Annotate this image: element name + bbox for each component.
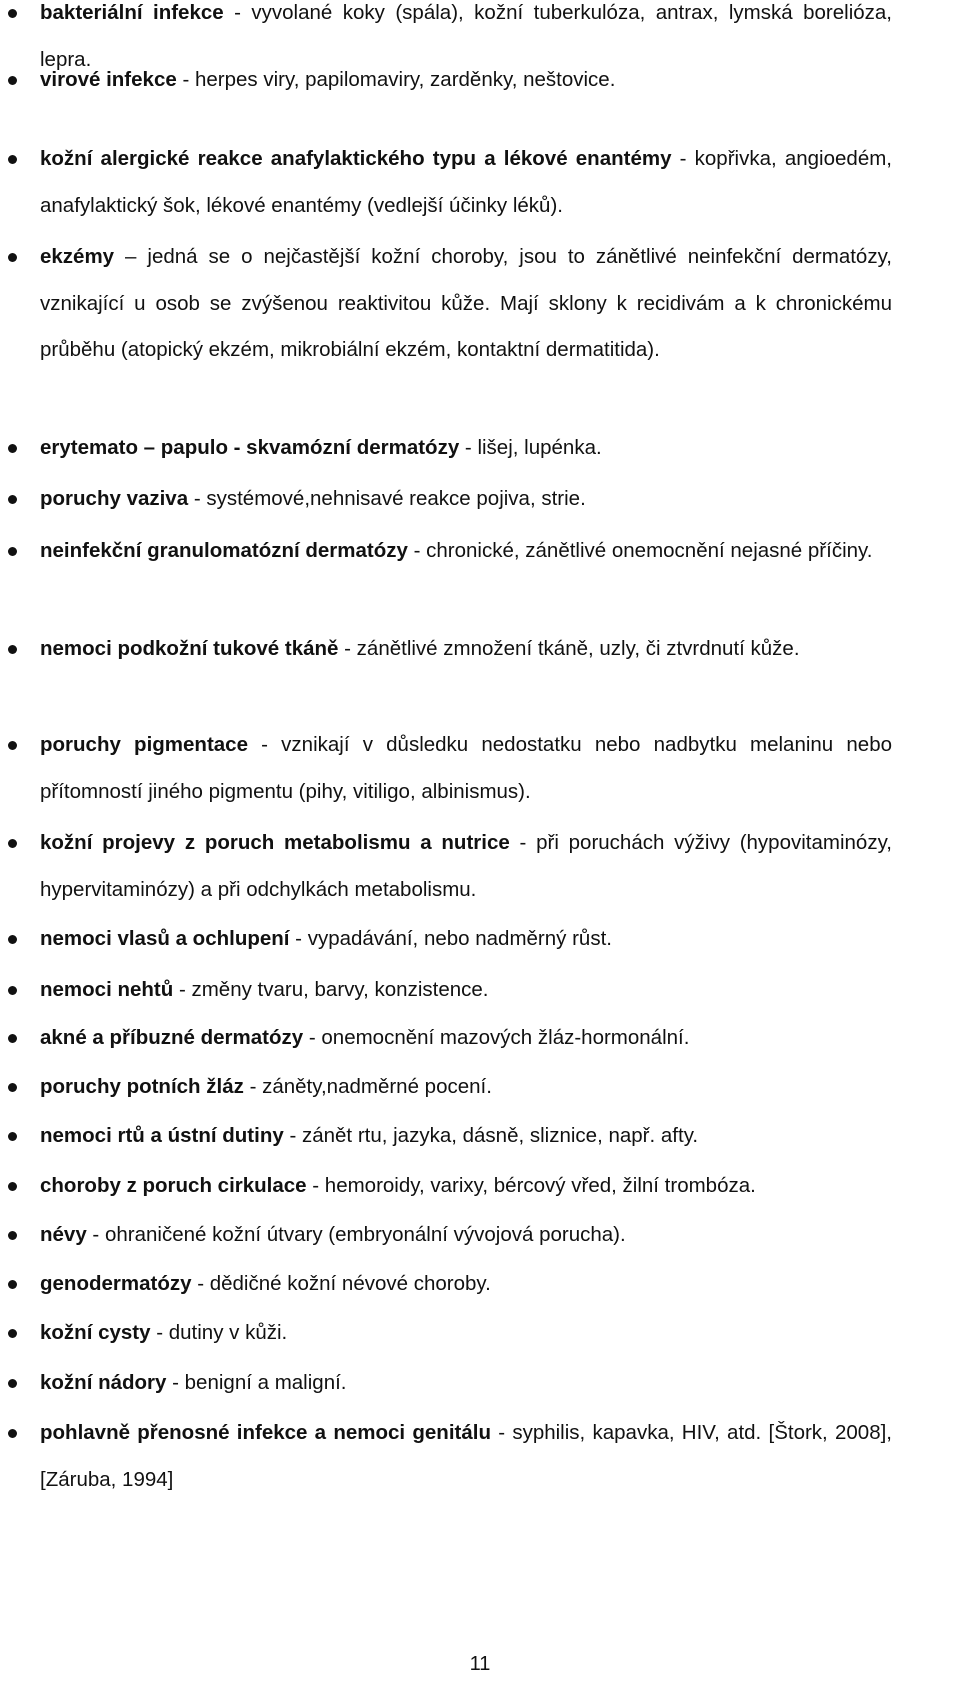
list-item xyxy=(40,820,892,913)
item-description: chronické, zánětlivé onemocnění nejasné příčiny. xyxy=(426,539,873,562)
item-separator: - xyxy=(407,539,427,562)
item-description: záněty,nadměrné pocení. xyxy=(262,1075,492,1098)
list-item xyxy=(40,967,892,1014)
item-term: névy xyxy=(40,1223,87,1246)
item-separator: - xyxy=(176,68,195,91)
item-term: neinfekční granulomatózní dermatózy xyxy=(40,539,408,562)
item-description: vznikají v důsledku nedostatku nebo nadbytku melaninu nebo přítomností jiného pigmentu (pihy, vitiligo, albinismus). xyxy=(40,733,892,803)
list-item xyxy=(40,476,892,523)
list-item xyxy=(40,1360,892,1407)
item-term: kožní alergické reakce anafylaktického typu a lékové enantémy xyxy=(40,147,672,170)
item-description: dutiny v kůži. xyxy=(168,1321,288,1344)
bullet-icon xyxy=(8,1034,17,1043)
bullet-icon xyxy=(8,547,17,556)
list-item xyxy=(40,136,892,229)
item-separator: - xyxy=(289,927,308,950)
item-term: nemoci vlasů a ochlupení xyxy=(40,927,290,950)
list-item xyxy=(40,1113,892,1160)
bullet-icon xyxy=(8,1280,17,1289)
item-term: nemoci podkožní tukové tkáně xyxy=(40,637,339,660)
item-description: kopřivka, angioedém, anafylaktický šok, lékové enantémy (vedlejší účinky léků). xyxy=(40,147,892,217)
bullet-icon xyxy=(8,9,17,18)
bullet-icon xyxy=(8,1429,17,1438)
item-description: jedná se o nejčastější kožní choroby, jsou to zánětlivé neinfekční dermatózy, vznikající u osob se zvýšenou reaktivitou kůže. Mají sklony k recidivám a k chronickému průběhu (atopický ekzém, mikrobiální ekzém, kontaktní dermatitida). xyxy=(40,245,892,361)
item-term: kožní cysty xyxy=(40,1321,151,1344)
item-separator: - xyxy=(166,1371,185,1394)
bullet-icon xyxy=(8,935,17,944)
item-term: poruchy vaziva xyxy=(40,487,189,510)
item-description: zánět rtu, jazyka, dásně, sliznice, např. afty. xyxy=(301,1124,699,1147)
item-description: vypadávání, nebo nadměrný růst. xyxy=(307,927,612,950)
bullet-icon xyxy=(8,495,17,504)
item-separator: - xyxy=(86,1223,105,1246)
list-item xyxy=(40,916,892,963)
item-description: při poruchách výživy (hypovitaminózy, hypervitaminózy) a při odchylkách metabolismu. xyxy=(40,831,892,901)
bullet-icon xyxy=(8,76,17,85)
item-separator: - xyxy=(671,147,695,170)
item-description: změny tvaru, barvy, konzistence. xyxy=(191,978,489,1001)
bullet-icon xyxy=(8,444,17,453)
list-item xyxy=(40,1064,892,1111)
item-term: poruchy potních žláz xyxy=(40,1075,244,1098)
item-term: genodermatózy xyxy=(40,1272,192,1295)
item-description: ohraničené kožní útvary (embryonální vývojová porucha). xyxy=(104,1223,626,1246)
list-item xyxy=(40,234,892,374)
item-term: bakteriální infekce xyxy=(40,1,224,24)
list-item xyxy=(40,57,892,104)
item-separator: - xyxy=(306,1174,325,1197)
item-term: choroby z poruch cirkulace xyxy=(40,1174,307,1197)
item-separator: - xyxy=(509,831,537,854)
bullet-icon xyxy=(8,155,17,164)
bullet-icon xyxy=(8,253,17,262)
list-item xyxy=(40,1410,892,1503)
item-term: kožní nádory xyxy=(40,1371,167,1394)
list-item xyxy=(40,1212,892,1259)
item-description: lišej, lupénka. xyxy=(477,436,602,459)
bullet-icon xyxy=(8,1379,17,1388)
item-term: poruchy pigmentace xyxy=(40,733,248,756)
item-description: syphilis, kapavka, HIV, atd. [Štork, 2008], [Záruba, 1994] xyxy=(40,1421,892,1491)
item-description: herpes viry, papilomaviry, zarděnky, neštovice. xyxy=(194,68,616,91)
item-separator: – xyxy=(114,245,148,268)
item-separator: - xyxy=(188,487,207,510)
item-term: kožní projevy z poruch metabolismu a nutrice xyxy=(40,831,510,854)
list-item xyxy=(40,528,892,575)
item-description: vyvolané koky (spála), kožní tuberkulóza, antrax, lymská borelióza, lepra. xyxy=(40,1,892,71)
item-separator: - xyxy=(338,637,357,660)
item-term: nemoci nehtů xyxy=(40,978,174,1001)
page-number: 11 xyxy=(469,1653,491,1675)
bullet-icon xyxy=(8,1132,17,1141)
item-separator: - xyxy=(223,1,252,24)
list-item xyxy=(40,722,892,815)
item-description: hemoroidy, varixy, bércový vřed, žilní trombóza. xyxy=(324,1174,756,1197)
item-term: virové infekce xyxy=(40,68,177,91)
item-description: zánětlivé zmnožení tkáně, uzly, či ztvrdnutí kůže. xyxy=(356,637,800,660)
item-description: onemocnění mazových žláz-hormonální. xyxy=(321,1026,690,1049)
item-description: systémové,nehnisavé reakce pojiva, strie. xyxy=(206,487,586,510)
list-item xyxy=(40,425,892,472)
bullet-icon xyxy=(8,839,17,848)
list-item xyxy=(40,1310,892,1357)
item-separator: - xyxy=(247,733,282,756)
bullet-icon xyxy=(8,1182,17,1191)
item-term: nemoci rtů a ústní dutiny xyxy=(40,1124,284,1147)
item-term: erytemato – papulo - skvamózní dermatózy xyxy=(40,436,460,459)
item-separator: - xyxy=(303,1026,322,1049)
item-separator: - xyxy=(490,1421,513,1444)
bullet-icon xyxy=(8,1329,17,1338)
bullet-icon xyxy=(8,741,17,750)
list-item xyxy=(40,1261,892,1308)
item-separator: - xyxy=(191,1272,210,1295)
item-separator: - xyxy=(243,1075,263,1098)
item-separator: - xyxy=(150,1321,169,1344)
list-item xyxy=(40,626,892,673)
bullet-icon xyxy=(8,645,17,654)
item-description: dědičné kožní névové choroby. xyxy=(209,1272,491,1295)
item-term: pohlavně přenosné infekce a nemoci genitálu xyxy=(40,1421,491,1444)
list-item xyxy=(40,1163,892,1210)
item-description: benigní a maligní. xyxy=(184,1371,347,1394)
bullet-icon xyxy=(8,1083,17,1092)
bullet-icon xyxy=(8,1231,17,1240)
item-term: akné a příbuzné dermatózy xyxy=(40,1026,304,1049)
item-separator: - xyxy=(459,436,478,459)
list-item xyxy=(40,1015,892,1062)
item-separator: - xyxy=(173,978,192,1001)
bullet-icon xyxy=(8,986,17,995)
item-separator: - xyxy=(283,1124,302,1147)
item-term: ekzémy xyxy=(40,245,115,268)
